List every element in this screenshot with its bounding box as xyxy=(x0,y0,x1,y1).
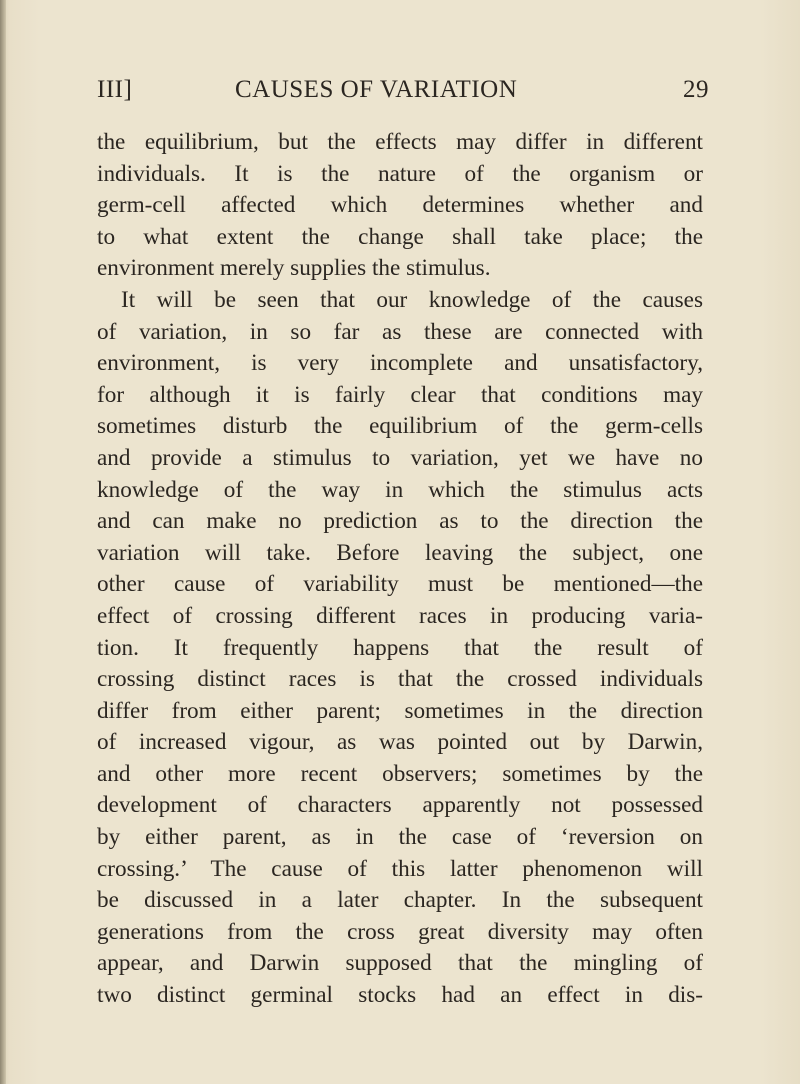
text-line: individuals. It is the nature of the organism or xyxy=(97,160,703,187)
text-line: generations from the cross great diversity may often xyxy=(97,918,703,945)
text-line: the equilibrium, but the effects may differ in different xyxy=(97,129,703,155)
page-number: 29 xyxy=(683,76,709,103)
running-header xyxy=(97,76,709,112)
text-line: appear, and Darwin supposed that the mingling of xyxy=(97,950,703,977)
text-line: to what extent the change shall take place; the xyxy=(97,223,703,250)
body-text xyxy=(97,127,703,1012)
text-line: other cause of variability must be mentioned—the xyxy=(97,571,703,598)
text-line: variation will take. Before leaving the subject, one xyxy=(97,539,703,566)
text-line: by either parent, as in the case of ‘reversion on xyxy=(97,824,703,851)
text-line: crossing distinct races is that the crossed individuals xyxy=(97,666,703,693)
running-title: CAUSES OF VARIATION xyxy=(235,76,518,103)
text-line: tion. It frequently happens that the result of xyxy=(97,634,703,661)
text-line: differ from either parent; sometimes in the direction xyxy=(97,697,703,724)
chapter-marker: III] xyxy=(97,76,133,103)
text-line: effect of crossing different races in producing varia- xyxy=(97,602,703,629)
text-line: for although it is fairly clear that conditions may xyxy=(97,381,703,408)
text-line: and can make no prediction as to the direction the xyxy=(97,508,703,535)
text-line: and other more recent observers; sometimes by the xyxy=(97,760,703,787)
text-line: of increased vigour, as was pointed out by Darwin, xyxy=(97,729,703,756)
text-line: and provide a stimulus to variation, yet we have no xyxy=(97,444,703,471)
text-line: It will be seen that our knowledge of the causes xyxy=(121,286,703,313)
text-line: of variation, in so far as these are connected with xyxy=(97,318,703,345)
page-spine-edge xyxy=(0,0,6,1084)
text-line: knowledge of the way in which the stimulus acts xyxy=(97,476,703,503)
text-line: crossing.’ The cause of this latter phenomenon will xyxy=(97,855,703,882)
text-line: environment, is very incomplete and unsatisfactory, xyxy=(97,350,703,377)
text-line: germ-cell affected which determines whether and xyxy=(97,192,703,219)
text-line: development of characters apparently not possessed xyxy=(97,792,703,819)
text-line: environment merely supplies the stimulus. xyxy=(97,255,491,282)
text-line: sometimes disturb the equilibrium of the germ-cells xyxy=(97,413,703,440)
text-line: two distinct germinal stocks had an effect in dis- xyxy=(97,982,703,1009)
text-line: be discussed in a later chapter. In the subsequent xyxy=(97,887,703,914)
